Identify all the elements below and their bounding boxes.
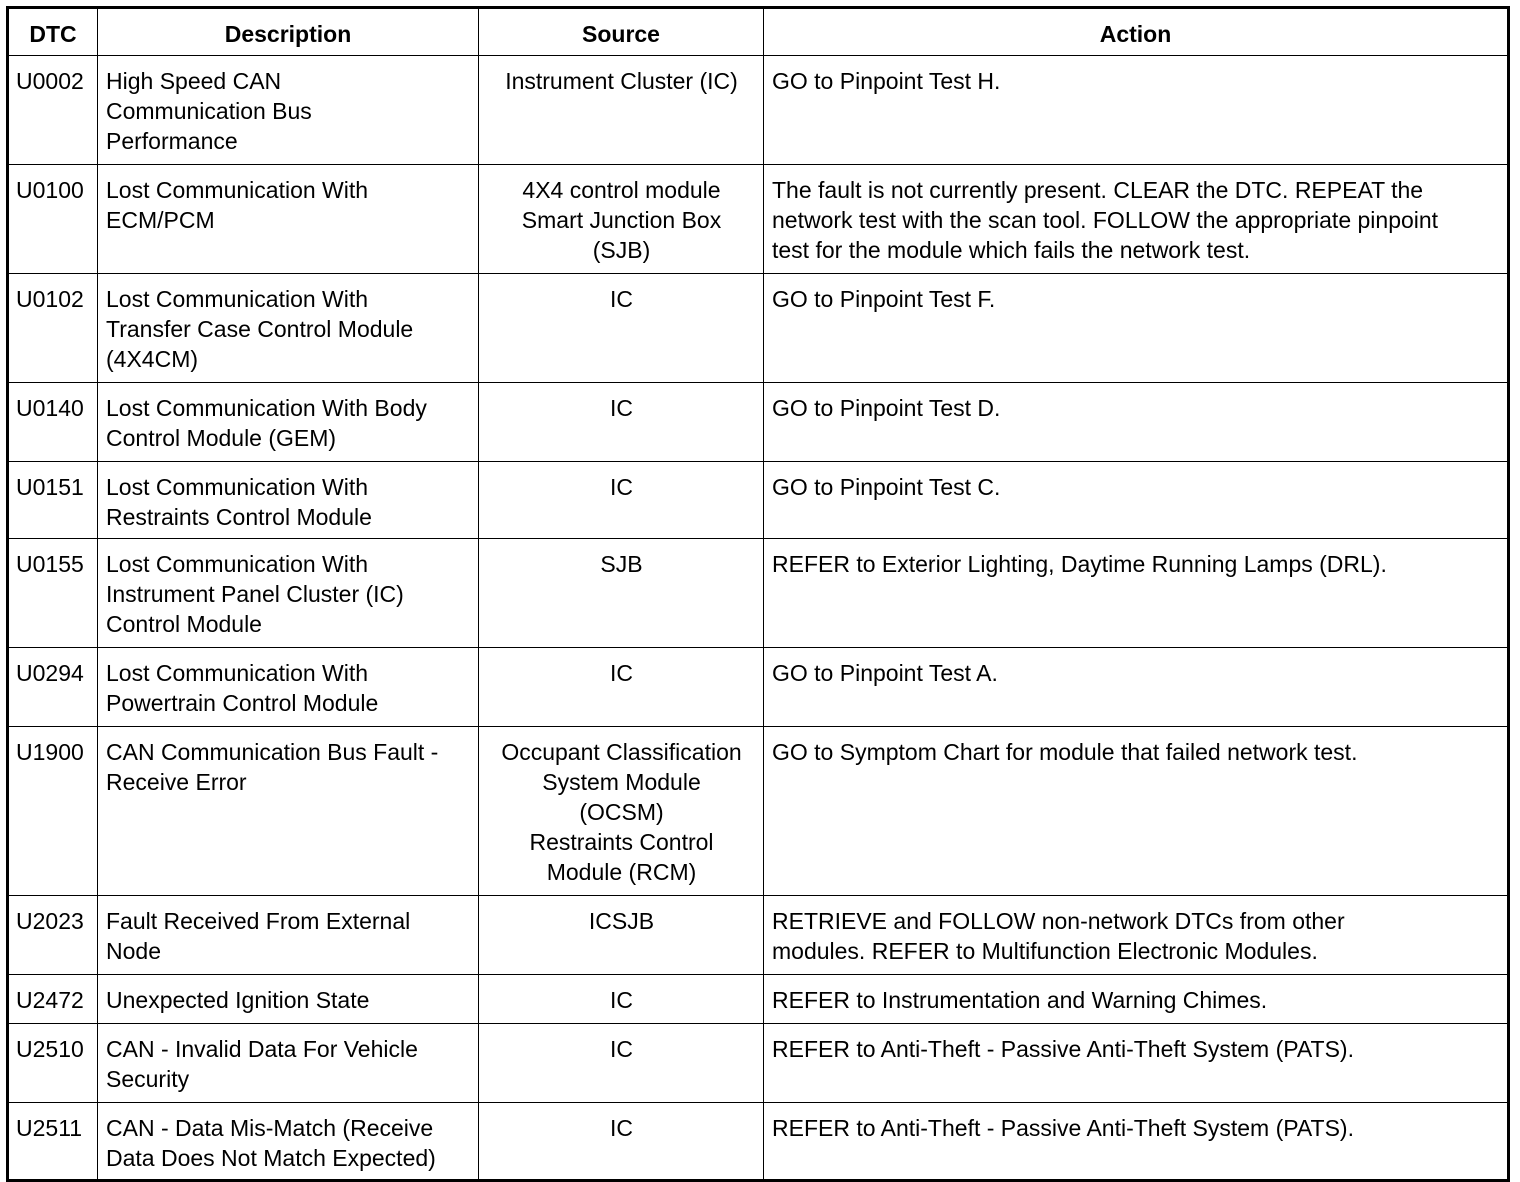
- table-row: [8, 274, 1509, 383]
- description-line: CAN Communication Bus Fault -: [106, 739, 439, 765]
- source-line: 4X4 control module: [522, 177, 721, 203]
- source-line: (SJB): [592, 237, 651, 263]
- table-row: [8, 896, 1509, 975]
- action-line: REFER to Anti-Theft - Passive Anti-Theft System (PATS).: [772, 1115, 1354, 1141]
- description-cell: [98, 56, 479, 165]
- action-cell: [764, 1024, 1509, 1103]
- description-line: High Speed CAN: [106, 68, 282, 94]
- dtc-code: U0002: [8, 56, 98, 165]
- dtc-code: U2472: [8, 975, 98, 1024]
- description-cell: [98, 1024, 479, 1103]
- header-dtc: DTC: [8, 8, 98, 56]
- action-cell: [764, 462, 1509, 539]
- source-line: Module (RCM): [546, 859, 697, 885]
- source-cell: [479, 1024, 764, 1103]
- action-line: modules. REFER to Multifunction Electronic Modules.: [772, 938, 1318, 964]
- action-cell: [764, 274, 1509, 383]
- dtc-code: U0100: [8, 165, 98, 274]
- action-cell: [764, 1103, 1509, 1181]
- table-row: [8, 462, 1509, 539]
- source-cell: [479, 896, 764, 975]
- table-row: [8, 1103, 1509, 1181]
- header-action: Action: [764, 8, 1509, 56]
- description-cell: [98, 165, 479, 274]
- description-line: Lost Communication With: [106, 551, 369, 577]
- source-line: SJB: [600, 551, 643, 577]
- source-line: (OCSM): [579, 799, 664, 825]
- source-line: IC: [610, 660, 633, 686]
- description-line: Instrument Panel Cluster (IC): [106, 581, 404, 607]
- source-cell: [479, 648, 764, 727]
- table-row: [8, 383, 1509, 462]
- description-line: Lost Communication With: [106, 660, 369, 686]
- source-cell: [479, 1103, 764, 1181]
- source-line: IC: [610, 474, 633, 500]
- description-cell: [98, 648, 479, 727]
- action-cell: [764, 539, 1509, 648]
- dtc-code: U2023: [8, 896, 98, 975]
- header-description: Description: [98, 8, 479, 56]
- source-cell: [479, 56, 764, 165]
- description-cell: [98, 274, 479, 383]
- dtc-code: U1900: [8, 727, 98, 896]
- source-cell: [479, 727, 764, 896]
- action-line: GO to Pinpoint Test A.: [772, 660, 998, 686]
- description-cell: [98, 462, 479, 539]
- description-cell: [98, 539, 479, 648]
- description-line: Control Module (GEM): [106, 425, 337, 451]
- action-line: GO to Pinpoint Test H.: [772, 68, 1001, 94]
- source-line: IC: [610, 987, 633, 1013]
- source-line: ICSJB: [588, 908, 655, 934]
- action-line: GO to Pinpoint Test F.: [772, 286, 996, 312]
- description-line: Data Does Not Match Expected): [106, 1145, 436, 1171]
- description-line: Lost Communication With: [106, 474, 369, 500]
- description-line: Communication Bus: [106, 98, 312, 124]
- description-line: Fault Received From External: [106, 908, 411, 934]
- description-cell: [98, 383, 479, 462]
- description-line: CAN - Invalid Data For Vehicle: [106, 1036, 418, 1062]
- description-line: Lost Communication With: [106, 177, 369, 203]
- action-cell: [764, 896, 1509, 975]
- description-line: Node: [106, 938, 161, 964]
- dtc-code: U0140: [8, 383, 98, 462]
- dtc-code: U0151: [8, 462, 98, 539]
- description-line: CAN - Data Mis-Match (Receive: [106, 1115, 434, 1141]
- description-line: Unexpected Ignition State: [106, 987, 370, 1013]
- description-cell: [98, 727, 479, 896]
- description-line: Control Module: [106, 611, 262, 637]
- table-row: [8, 1024, 1509, 1103]
- header-row: [8, 8, 1509, 56]
- source-cell: [479, 383, 764, 462]
- dtc-code: U2511: [8, 1103, 98, 1181]
- table-row: [8, 648, 1509, 727]
- source-cell: [479, 975, 764, 1024]
- action-line: REFER to Exterior Lighting, Daytime Running Lamps (DRL).: [772, 551, 1387, 577]
- action-cell: [764, 975, 1509, 1024]
- dtc-code: U2510: [8, 1024, 98, 1103]
- description-line: ECM/PCM: [106, 207, 215, 233]
- action-line: REFER to Anti-Theft - Passive Anti-Theft System (PATS).: [772, 1036, 1354, 1062]
- description-line: Security: [106, 1066, 190, 1092]
- action-line: GO to Symptom Chart for module that failed network test.: [772, 739, 1358, 765]
- description-cell: [98, 1103, 479, 1181]
- source-line: IC: [610, 1115, 633, 1141]
- table-row: [8, 727, 1509, 896]
- action-line: REFER to Instrumentation and Warning Chimes.: [772, 987, 1268, 1013]
- header-source: Source: [479, 8, 764, 56]
- description-line: Performance: [106, 128, 238, 154]
- description-line: Lost Communication With: [106, 286, 369, 312]
- description-cell: [98, 896, 479, 975]
- source-cell: [479, 462, 764, 539]
- description-line: Restraints Control Module: [106, 504, 372, 530]
- source-line: IC: [610, 1036, 633, 1062]
- description-line: Transfer Case Control Module: [106, 316, 414, 342]
- dtc-code: U0102: [8, 274, 98, 383]
- source-line: Instrument Cluster (IC): [505, 68, 738, 94]
- dtc-table-container: [6, 6, 1507, 1182]
- table-row: [8, 56, 1509, 165]
- description-line: Powertrain Control Module: [106, 690, 379, 716]
- action-line: GO to Pinpoint Test D.: [772, 395, 1001, 421]
- action-cell: [764, 727, 1509, 896]
- source-line: IC: [610, 286, 633, 312]
- action-cell: [764, 165, 1509, 274]
- action-cell: [764, 56, 1509, 165]
- source-cell: [479, 165, 764, 274]
- source-line: Restraints Control: [529, 829, 714, 855]
- table-row: [8, 975, 1509, 1024]
- source-line: Occupant Classification: [501, 739, 742, 765]
- source-line: IC: [610, 395, 633, 421]
- action-cell: [764, 383, 1509, 462]
- action-line: RETRIEVE and FOLLOW non-network DTCs from other: [772, 908, 1345, 934]
- source-line: Smart Junction Box: [521, 207, 722, 233]
- dtc-code: U0155: [8, 539, 98, 648]
- table-row: [8, 165, 1509, 274]
- description-line: (4X4CM): [106, 346, 199, 372]
- action-line: network test with the scan tool. FOLLOW the appropriate pinpoint: [772, 207, 1439, 233]
- source-line: System Module: [542, 769, 701, 795]
- description-line: Receive Error: [106, 769, 247, 795]
- action-line: test for the module which fails the network test.: [772, 237, 1251, 263]
- action-line: The fault is not currently present. CLEAR the DTC. REPEAT the: [772, 177, 1424, 203]
- dtc-table: [6, 6, 1510, 1182]
- table-row: [8, 539, 1509, 648]
- dtc-code: U0294: [8, 648, 98, 727]
- description-cell: [98, 975, 479, 1024]
- description-line: Lost Communication With Body: [106, 395, 427, 421]
- source-cell: [479, 539, 764, 648]
- action-cell: [764, 648, 1509, 727]
- action-line: GO to Pinpoint Test C.: [772, 474, 1001, 500]
- source-cell: [479, 274, 764, 383]
